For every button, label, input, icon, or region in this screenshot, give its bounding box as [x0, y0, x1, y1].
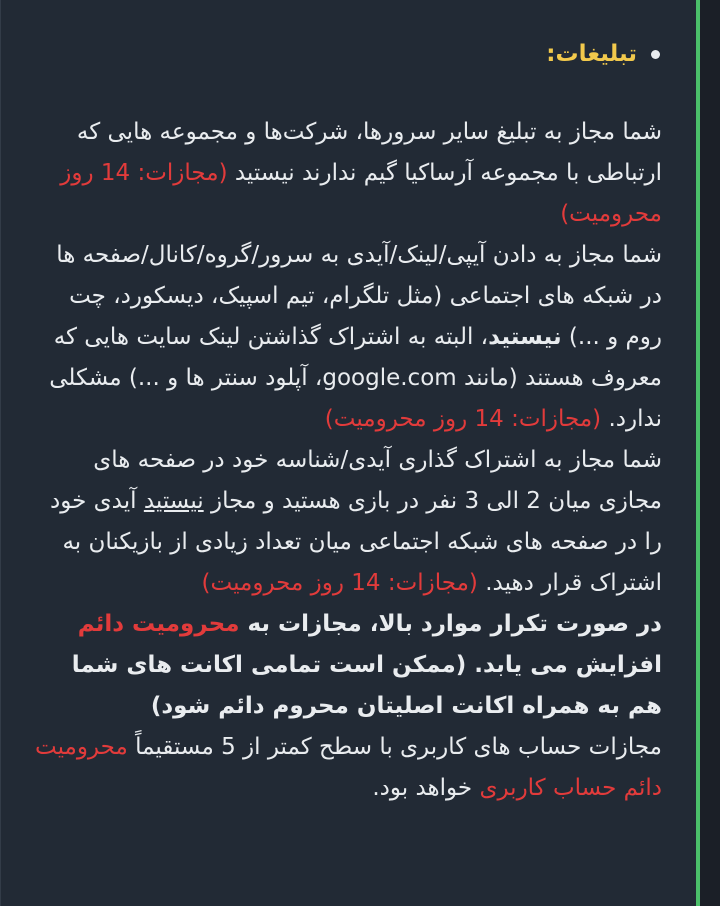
rule-repeat-offense [35, 604, 662, 727]
rule-text-continued: آیدی خود را در صفحه های شبکه اجتماعی میان تعداد زیادی از بازیکنان به اشتراک قرار دهید. [50, 488, 662, 596]
rule-text: شما مجاز به تبلیغ سایر سرورها، شرکت‌ها و مجموعه هایی که ارتباطی با مجموعه آرساکیا گیم ندارند نیستید [76, 119, 662, 186]
rule-text: در صورت تکرار موارد بالا، مجازات به [239, 611, 662, 637]
rules-content [1, 0, 696, 809]
rule-text: مجازات حساب های کاربری با سطح کمتر از 5 مستقیماً [127, 734, 662, 760]
rule-penalty: محرومیت دائم حساب کاربری [34, 734, 662, 801]
rule-underlined: نیستید [143, 488, 204, 514]
rule-low-level-accounts [35, 727, 662, 809]
rule-text-continued: افزایش می یابد. (ممکن است تمامی اکانت های شما هم به همراه اکانت اصلیتان محروم دائم شود) [71, 652, 662, 719]
rule-text-continued: ، البته به اشتراک گذاشتن لینک سایت هایی که معروف هستند (مانند google.com، آپلود سنتر ها و ...) مشکلی ندارد. [49, 324, 662, 432]
rule-sharing-links [35, 235, 662, 440]
rule-penalty: (مجازات: 14 روز محرومیت) [60, 160, 662, 227]
rule-penalty: (مجازات: 14 روز محرومیت) [324, 406, 602, 432]
section-heading [35, 32, 662, 76]
rule-penalty: محرومیت دائم [77, 611, 240, 637]
rule-sharing-id [35, 440, 662, 604]
rule-emphasis: نیستید [488, 324, 562, 350]
rule-advertising-servers [35, 112, 662, 235]
rule-text-continued: خواهد بود. [372, 775, 480, 801]
section-title: تبلیغات: [546, 40, 637, 67]
bullet-icon [651, 50, 660, 59]
rule-text: شما مجاز به اشتراک گذاری آیدی/شناسه خود در صفحه های مجازی میان 2 الی 3 نفر در بازی هستید و مجاز [93, 447, 662, 514]
rule-penalty: (مجازات: 14 روز محرومیت) [201, 570, 478, 596]
rule-text: شما مجاز به دادن آیپی/لینک/آیدی به سرور/گروه/کانال/صفحه ها در شبکه های اجتماعی (مثل تلگرام، تیم اسپیک، دیسکورد، چت روم و ...) [56, 242, 662, 350]
